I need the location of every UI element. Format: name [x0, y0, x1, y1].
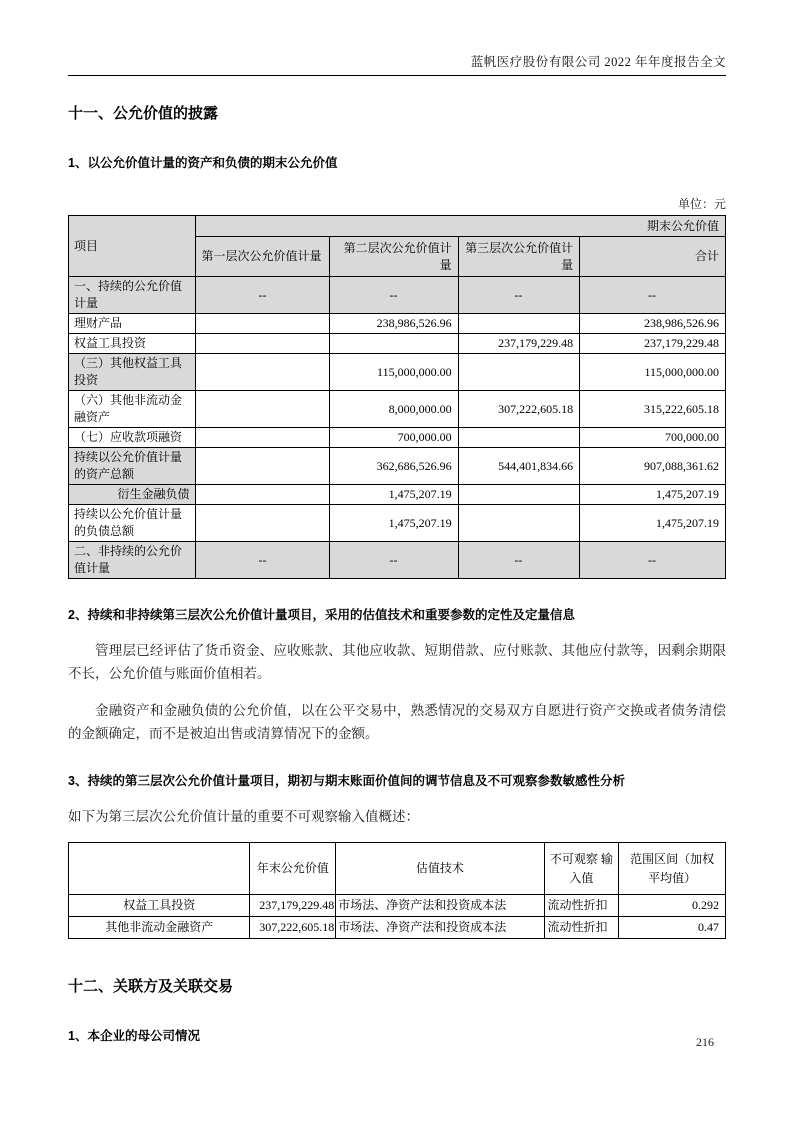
col-header-blank: [69, 843, 250, 895]
fair-value-row: [69, 354, 726, 391]
cell-label: 持续以公允价值计量的负债总额: [69, 505, 196, 542]
cell-c1: [196, 354, 330, 391]
cell-technique: 市场法、净资产法和投资成本法: [336, 917, 544, 939]
valuation-paragraph-2: 金融资产和金融负债的公允价值，以在公平交易中，熟悉情况的交易双方自愿进行资产交换或者债务清偿的金额确定，而不是被迫出售或清算情况下的金额。: [68, 703, 726, 741]
cell-c1: [196, 485, 330, 505]
cell-c2: 362,686,526.96: [330, 448, 458, 485]
cell-input: 流动性折扣: [544, 895, 619, 917]
fair-value-row: [69, 314, 726, 334]
running-header-title: 蓝帆医疗股份有限公司 2022 年年度报告全文: [470, 55, 726, 69]
cell-c1: --: [196, 277, 330, 314]
cell-c2: --: [330, 542, 458, 579]
cell-c3: 237,179,229.48: [458, 334, 580, 354]
cell-c1: [196, 314, 330, 334]
fair-value-table-header: [69, 216, 726, 277]
page-number: 216: [696, 1035, 714, 1049]
fair-value-row: [69, 542, 726, 579]
cell-c1: [196, 334, 330, 354]
col-header-unobservable-input: 不可观察 输入值: [544, 843, 619, 895]
section-11-title: 十一、公允价值的披露: [68, 105, 219, 122]
cell-c2: 238,986,526.96: [330, 314, 458, 334]
cell-c1: [196, 448, 330, 485]
valuation-paragraph-1: 管理层已经评估了货币资金、应收账款、其他应收款、短期借款、应付账款、其他应付款等，因剩余期限不长，公允价值与账面价值相若。: [68, 643, 726, 681]
cell-item: 其他非流动金融资产: [69, 917, 250, 939]
col-header-valuation-technique: 估值技术: [336, 843, 544, 895]
cell-c3: [458, 505, 580, 542]
cell-c1: [196, 505, 330, 542]
cell-label: （六）其他非流动金融资产: [69, 391, 196, 428]
cell-range: 0.292: [619, 895, 726, 917]
cell-label: （七）应收款项融资: [69, 428, 196, 448]
unobservable-input-row: [69, 917, 726, 939]
fair-value-row: [69, 277, 726, 314]
cell-c2: --: [330, 277, 458, 314]
fair-value-table: [68, 215, 726, 579]
cell-label: 二、非持续的公允价值计量: [69, 542, 196, 579]
cell-c2: 115,000,000.00: [330, 354, 458, 391]
fair-value-row: [69, 334, 726, 354]
cell-total: 237,179,229.48: [580, 334, 726, 354]
col-header-level1: 第一层次公允价值计量: [196, 237, 330, 277]
cell-c3: --: [458, 542, 580, 579]
cell-item: 权益工具投资: [69, 895, 250, 917]
unobservable-input-row: [69, 895, 726, 917]
unobservable-inputs-table: [68, 842, 726, 939]
running-header: [68, 0, 726, 76]
cell-c3: [458, 428, 580, 448]
fair-value-row: [69, 485, 726, 505]
cell-c3: 307,222,605.18: [458, 391, 580, 428]
unobservable-inputs-intro: 如下为第三层次公允价值计量的重要不可观察输入值概述：: [68, 809, 419, 824]
cell-label: 一、持续的公允价值计量: [69, 277, 196, 314]
cell-c2: 8,000,000.00: [330, 391, 458, 428]
cell-c2: 1,475,207.19: [330, 485, 458, 505]
cell-label: 持续以公允价值计量的资产总额: [69, 448, 196, 485]
cell-total: 238,986,526.96: [580, 314, 726, 334]
col-header-range: 范围区间（加权 平均值）: [619, 843, 726, 895]
cell-c3: [458, 314, 580, 334]
cell-value: 307,222,605.18: [250, 917, 336, 939]
cell-c1: [196, 428, 330, 448]
cell-c2: 700,000.00: [330, 428, 458, 448]
col-header-item: 项目: [69, 216, 196, 277]
cell-c2: [330, 334, 458, 354]
col-header-level2: 第二层次公允价值计量: [330, 237, 458, 277]
section-11-sub3-title: 3、持续的第三层次公允价值计量项目，期初与期末账面价值间的调节信息及不可观察参数敏感性分析: [68, 774, 625, 788]
cell-total: 907,088,361.62: [580, 448, 726, 485]
col-header-year-end-fair-value: 年末公允价值: [250, 843, 336, 895]
cell-range: 0.47: [619, 917, 726, 939]
fair-value-row: [69, 391, 726, 428]
col-header-total: 合计: [580, 237, 726, 277]
section-11-sub2-title: 2、持续和非持续第三层次公允价值计量项目，采用的估值技术和重要参数的定性及定量信息: [68, 608, 575, 622]
cell-total: 315,222,605.18: [580, 391, 726, 428]
section-11-sub1-title: 1、以公允价值计量的资产和负债的期末公允价值: [68, 156, 338, 170]
cell-c1: --: [196, 542, 330, 579]
cell-total: 700,000.00: [580, 428, 726, 448]
fair-value-row: [69, 428, 726, 448]
cell-total: --: [580, 542, 726, 579]
cell-label: 权益工具投资: [69, 334, 196, 354]
cell-c2: 1,475,207.19: [330, 505, 458, 542]
cell-total: --: [580, 277, 726, 314]
cell-label: 衍生金融负债: [69, 485, 196, 505]
col-header-group: 期末公允价值: [196, 216, 726, 237]
cell-value: 237,179,229.48: [250, 895, 336, 917]
cell-label: 理财产品: [69, 314, 196, 334]
fair-value-row: [69, 505, 726, 542]
section-12-title: 十二、关联方及关联交易: [68, 978, 234, 995]
cell-c3: [458, 485, 580, 505]
cell-total: 115,000,000.00: [580, 354, 726, 391]
fair-value-row: [69, 448, 726, 485]
cell-c3: --: [458, 277, 580, 314]
unobservable-inputs-table-header: [69, 843, 726, 895]
col-header-level3: 第三层次公允价值计量: [458, 237, 580, 277]
cell-label: （三）其他权益工具投资: [69, 354, 196, 391]
cell-c3: 544,401,834.66: [458, 448, 580, 485]
cell-input: 流动性折扣: [544, 917, 619, 939]
unit-label: 单位：元: [677, 197, 726, 211]
cell-total: 1,475,207.19: [580, 485, 726, 505]
cell-technique: 市场法、净资产法和投资成本法: [336, 895, 544, 917]
section-12-sub1-title: 1、本企业的母公司情况: [68, 1029, 200, 1043]
cell-total: 1,475,207.19: [580, 505, 726, 542]
cell-c1: [196, 391, 330, 428]
cell-c3: [458, 354, 580, 391]
